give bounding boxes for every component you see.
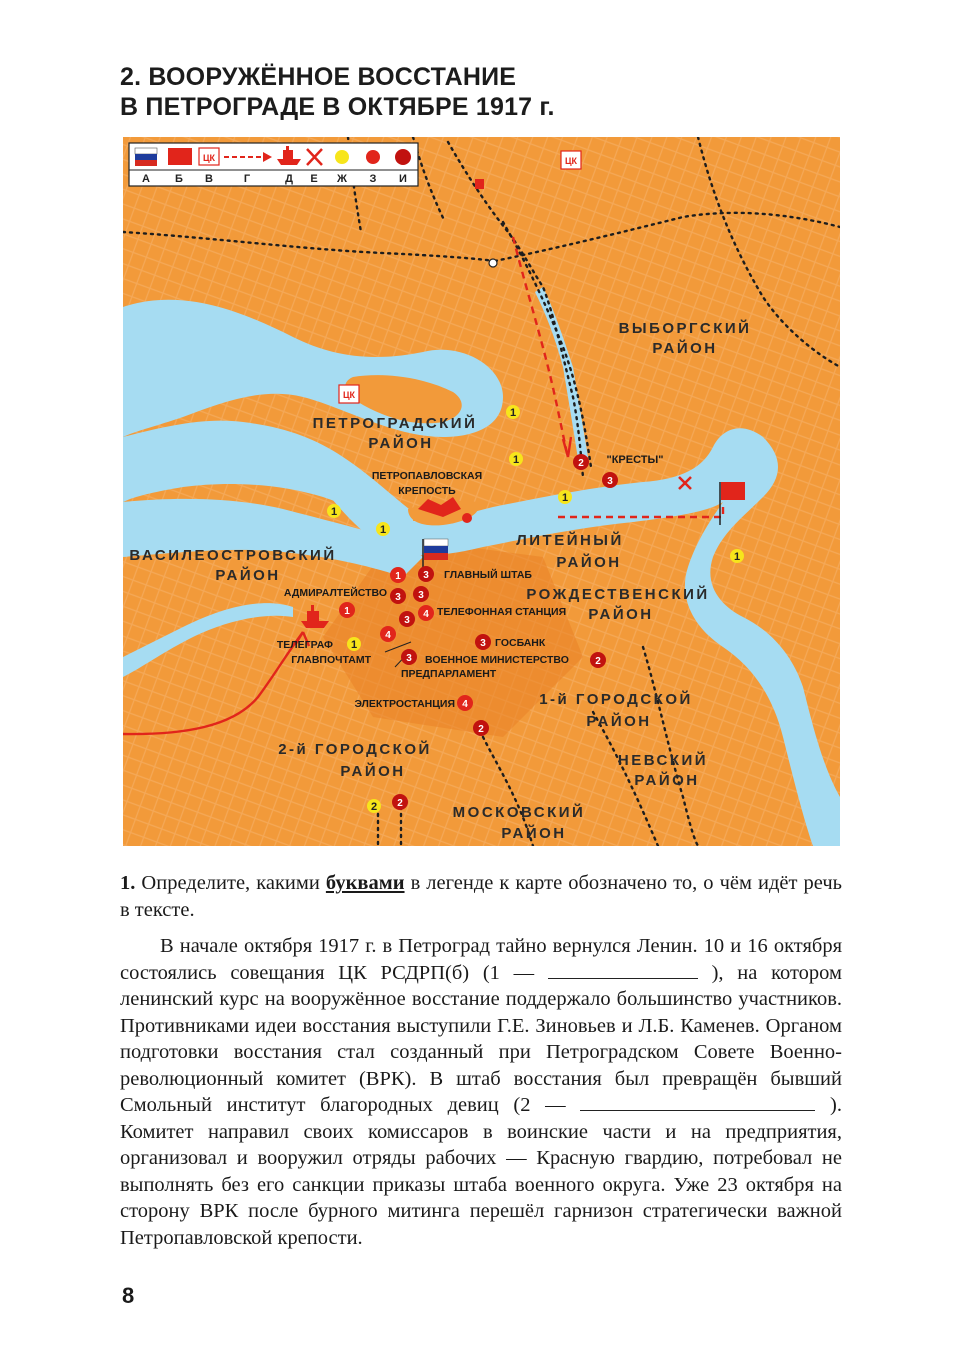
legend-red-dot-icon — [366, 150, 380, 164]
legend-letter-e: Е — [310, 173, 318, 185]
label-rozhdestvensky: РОЖДЕСТВЕНСКИЙ — [526, 586, 710, 603]
legend-letter-b: Б — [175, 173, 183, 185]
ck-label-north: ЦК — [564, 156, 578, 166]
page-number: 8 — [122, 1283, 135, 1308]
svg-text:3: 3 — [423, 570, 429, 581]
legend-red-flag-icon — [168, 148, 192, 165]
answer-blank-2[interactable] — [580, 1092, 815, 1111]
svg-text:1: 1 — [350, 639, 358, 651]
red-marker — [413, 586, 429, 602]
red-marker — [392, 794, 408, 810]
question-bold-word: буквами — [325, 872, 405, 894]
svg-text:2: 2 — [397, 798, 403, 809]
red-flag-small-icon — [475, 179, 484, 189]
legend-letter-d: Д — [285, 173, 293, 185]
body-part-1: В начале октября 1917 г. в Петроград тайно вернулся Ленин. 10 и 16 октября состоялись совещания ЦК РСДРП(б) (1 — — [120, 935, 842, 984]
label-liteyny: ЛИТЕЙНЫЙ — [516, 532, 624, 549]
label-vasileostrovsky: ВАСИЛЕОСТРОВСКИЙ — [129, 547, 337, 564]
legend-ck-label: ЦК — [202, 153, 216, 163]
legend-letter-v: В — [205, 173, 213, 185]
yellow-marker — [730, 549, 744, 563]
label-vasileostrovsky-rayon: РАЙОН — [215, 567, 281, 584]
red-marker — [602, 472, 618, 488]
red-marker — [573, 454, 589, 470]
label-main-staff: ГЛАВНЫЙ ШТАБ — [444, 569, 532, 581]
question-text-before: Определите, какими — [135, 872, 326, 894]
label-war-ministry: ВОЕННОЕ МИНИСТЕРСТВО — [425, 654, 569, 666]
svg-text:1: 1 — [561, 492, 569, 504]
yellow-marker — [347, 637, 361, 651]
label-admiralty: АДМИРАЛТЕЙСТВО — [283, 587, 387, 599]
ck-marker-north — [561, 151, 581, 169]
red-marker — [390, 588, 406, 604]
svg-text:4: 4 — [423, 609, 429, 620]
svg-text:1: 1 — [512, 454, 520, 466]
legend-yellow-dot-icon — [335, 150, 349, 164]
label-liteyny-rayon: РАЙОН — [556, 554, 622, 571]
question-number: 1. — [120, 872, 136, 894]
label-moskovsky-rayon: РАЙОН — [501, 825, 567, 842]
label-fortress-1: ПЕТРОПАВЛОВСКАЯ — [371, 470, 483, 482]
label-nevsky: НЕВСКИЙ — [617, 752, 709, 769]
yellow-marker — [376, 522, 390, 536]
label-vyborgsky: ВЫБОРГСКИЙ — [618, 320, 752, 337]
yellow-marker — [506, 405, 520, 419]
svg-text:3: 3 — [406, 653, 412, 664]
label-preparliament: ПРЕДПАРЛАМЕНТ — [401, 668, 497, 680]
petrograd-map — [123, 137, 840, 846]
yellow-marker — [367, 799, 381, 813]
svg-text:3: 3 — [404, 615, 410, 626]
question-text-after: в легенде к карте обозначено то, о чём идёт речь в тексте. — [120, 872, 842, 921]
svg-text:3: 3 — [418, 590, 424, 601]
svg-text:1: 1 — [509, 407, 517, 419]
svg-text:2: 2 — [595, 656, 601, 667]
legend-darkred-dot-icon — [395, 149, 411, 165]
label-telegraph: ТЕЛЕГРАФ — [276, 639, 333, 651]
label-nevsky-rayon: РАЙОН — [634, 772, 700, 789]
label-telephone-station: ТЕЛЕФОННАЯ СТАНЦИЯ — [437, 606, 567, 618]
svg-text:3: 3 — [395, 592, 401, 603]
svg-text:3: 3 — [480, 638, 486, 649]
title-line-2: В ПЕТРОГРАДЕ В ОКТЯБРЕ 1917 г. — [120, 93, 555, 121]
question-1 — [120, 870, 842, 923]
red-marker — [399, 611, 415, 627]
red-marker — [418, 605, 434, 621]
svg-text:1: 1 — [344, 606, 350, 617]
label-gorodskoy-2-rayon: РАЙОН — [340, 763, 406, 780]
label-post-office: ГЛАВПОЧТАМТ — [291, 654, 371, 666]
legend-flag-russia-icon — [135, 148, 157, 166]
yellow-marker — [509, 452, 523, 466]
title-line-1: 2. ВООРУЖЁННОЕ ВОССТАНИЕ — [120, 63, 517, 91]
legend-letter-z: З — [369, 173, 377, 185]
svg-text:3: 3 — [607, 476, 613, 487]
label-vyborgsky-rayon: РАЙОН — [652, 340, 718, 357]
page-title — [120, 62, 820, 122]
legend-letter-a: А — [142, 173, 150, 185]
ck-marker-west — [339, 385, 359, 403]
red-marker — [473, 720, 489, 736]
svg-text:4: 4 — [462, 699, 468, 710]
label-gosbank: ГОСБАНК — [495, 637, 546, 649]
station-point-icon — [489, 259, 497, 267]
label-rozhdestvensky-rayon: РАЙОН — [588, 606, 654, 623]
red-marker — [457, 695, 473, 711]
fortress-dot-icon — [462, 513, 472, 523]
ck-label-west: ЦК — [342, 390, 356, 400]
red-marker — [339, 602, 355, 618]
label-petrogradsky: ПЕТРОГРАДСКИЙ — [312, 415, 478, 432]
svg-text:1: 1 — [733, 551, 741, 563]
red-marker — [390, 567, 406, 583]
svg-text:1: 1 — [379, 524, 387, 536]
map-legend — [129, 143, 418, 186]
label-petrogradsky-rayon: РАЙОН — [368, 435, 434, 452]
red-marker — [401, 649, 417, 665]
label-moskovsky: МОСКОВСКИЙ — [452, 804, 586, 821]
label-power-station: ЭЛЕКТРОСТАНЦИЯ — [354, 698, 455, 710]
legend-letter-zh: Ж — [337, 173, 347, 185]
label-fortress-2: КРЕПОСТЬ — [398, 485, 456, 497]
svg-text:1: 1 — [395, 571, 401, 582]
svg-text:4: 4 — [385, 630, 391, 641]
body-paragraph — [120, 933, 842, 1251]
red-marker — [380, 626, 396, 642]
yellow-marker — [327, 504, 341, 518]
svg-text:2: 2 — [578, 458, 584, 469]
label-gorodskoy-1-rayon: РАЙОН — [586, 713, 652, 730]
body-part-2: ), на котором ленинский курс на вооружённое восстание поддержало большинство участников. Противниками идеи восстания выступили Г.Е. Зиновьев и Л.Б. Каменев. Органом подготовки восстания стал созданный при Петроградском Совете Военно-революционный комитет (ВРК). В штаб восстания был превращён бывший Смольный институт благородных девиц (2 — — [120, 961, 842, 1116]
yellow-marker — [558, 490, 572, 504]
svg-text:2: 2 — [370, 801, 378, 813]
legend-letter-i: И — [399, 173, 407, 185]
legend-letter-g: Г — [243, 173, 251, 185]
text-block — [120, 870, 842, 1251]
svg-text:2: 2 — [478, 724, 484, 735]
label-gorodskoy-1: 1-й ГОРОДСКОЙ — [539, 691, 693, 708]
svg-text:1: 1 — [330, 506, 338, 518]
red-marker — [590, 652, 606, 668]
red-marker — [475, 634, 491, 650]
label-kresty: "КРЕСТЫ" — [606, 454, 664, 466]
label-gorodskoy-2: 2-й ГОРОДСКОЙ — [278, 741, 432, 758]
answer-blank-1[interactable] — [548, 960, 698, 979]
body-part-3: ). Комитет направил своих комиссаров в воинские части и на предприятия, организовал и вооружил отряды рабочих — Красную гвардию, потребовал не выполнять без его санкции приказы штаба военного округа. Уже 23 октября на сторону ВРК после бурного митинга перешёл гарнизон стратегически важной Петропавловской крепости. — [120, 1094, 842, 1249]
red-marker — [418, 566, 434, 582]
